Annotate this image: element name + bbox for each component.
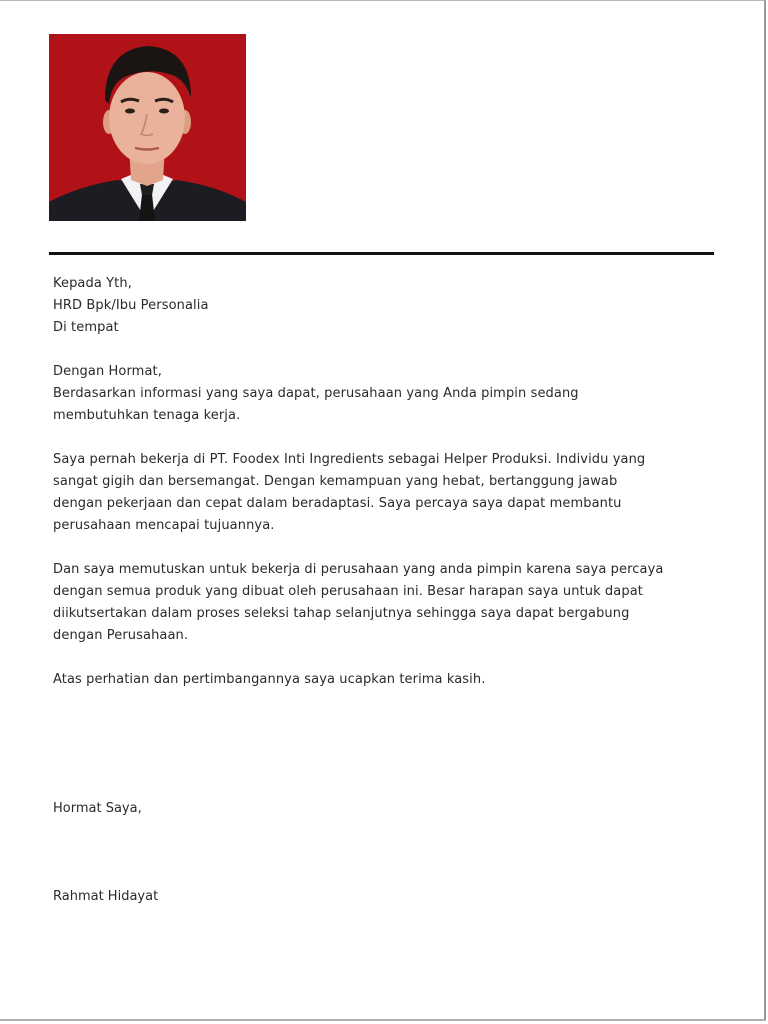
letter-body: [53, 273, 713, 691]
closing-line: Atas perhatian dan pertimbangannya saya ucapkan terima kasih.: [53, 672, 486, 687]
paragraph2-line: diikutsertakan dalam proses seleksi tahap selanjutnya sehingga saya dapat bergabung: [53, 606, 630, 621]
paragraph1-line: dengan pekerjaan dan cepat dalam beradaptasi. Saya percaya saya dapat membantu: [53, 496, 622, 511]
recipient-line: Kepada Yth,: [53, 276, 132, 291]
paragraph1-line: perusahaan mencapai tujuannya.: [53, 518, 275, 533]
signer-name: Rahmat Hidayat: [53, 889, 159, 904]
intro-line: Berdasarkan informasi yang saya dapat, perusahaan yang Anda pimpin sedang: [53, 386, 579, 401]
recipient-line: Di tempat: [53, 320, 119, 335]
recipient-line: HRD Bpk/Ibu Personalia: [53, 298, 209, 313]
intro-line: membutuhkan tenaga kerja.: [53, 408, 241, 423]
salutation: Dengan Hormat,: [53, 364, 162, 379]
paragraph2-line: dengan semua produk yang dibuat oleh perusahaan ini. Besar harapan saya untuk dapat: [53, 584, 643, 599]
paragraph2-line: Dan saya memutuskan untuk bekerja di perusahaan yang anda pimpin karena saya percaya: [53, 562, 664, 577]
horizontal-divider: [49, 252, 714, 255]
paragraph1-line: sangat gigih dan bersemangat. Dengan kemampuan yang hebat, bertanggung jawab: [53, 474, 618, 489]
paragraph2-line: dengan Perusahaan.: [53, 628, 189, 643]
portrait-photo: [49, 34, 246, 221]
sign-off: Hormat Saya,: [53, 801, 142, 816]
paragraph1-line: Saya pernah bekerja di PT. Foodex Inti Ingredients sebagai Helper Produksi. Individu yang: [53, 452, 646, 467]
